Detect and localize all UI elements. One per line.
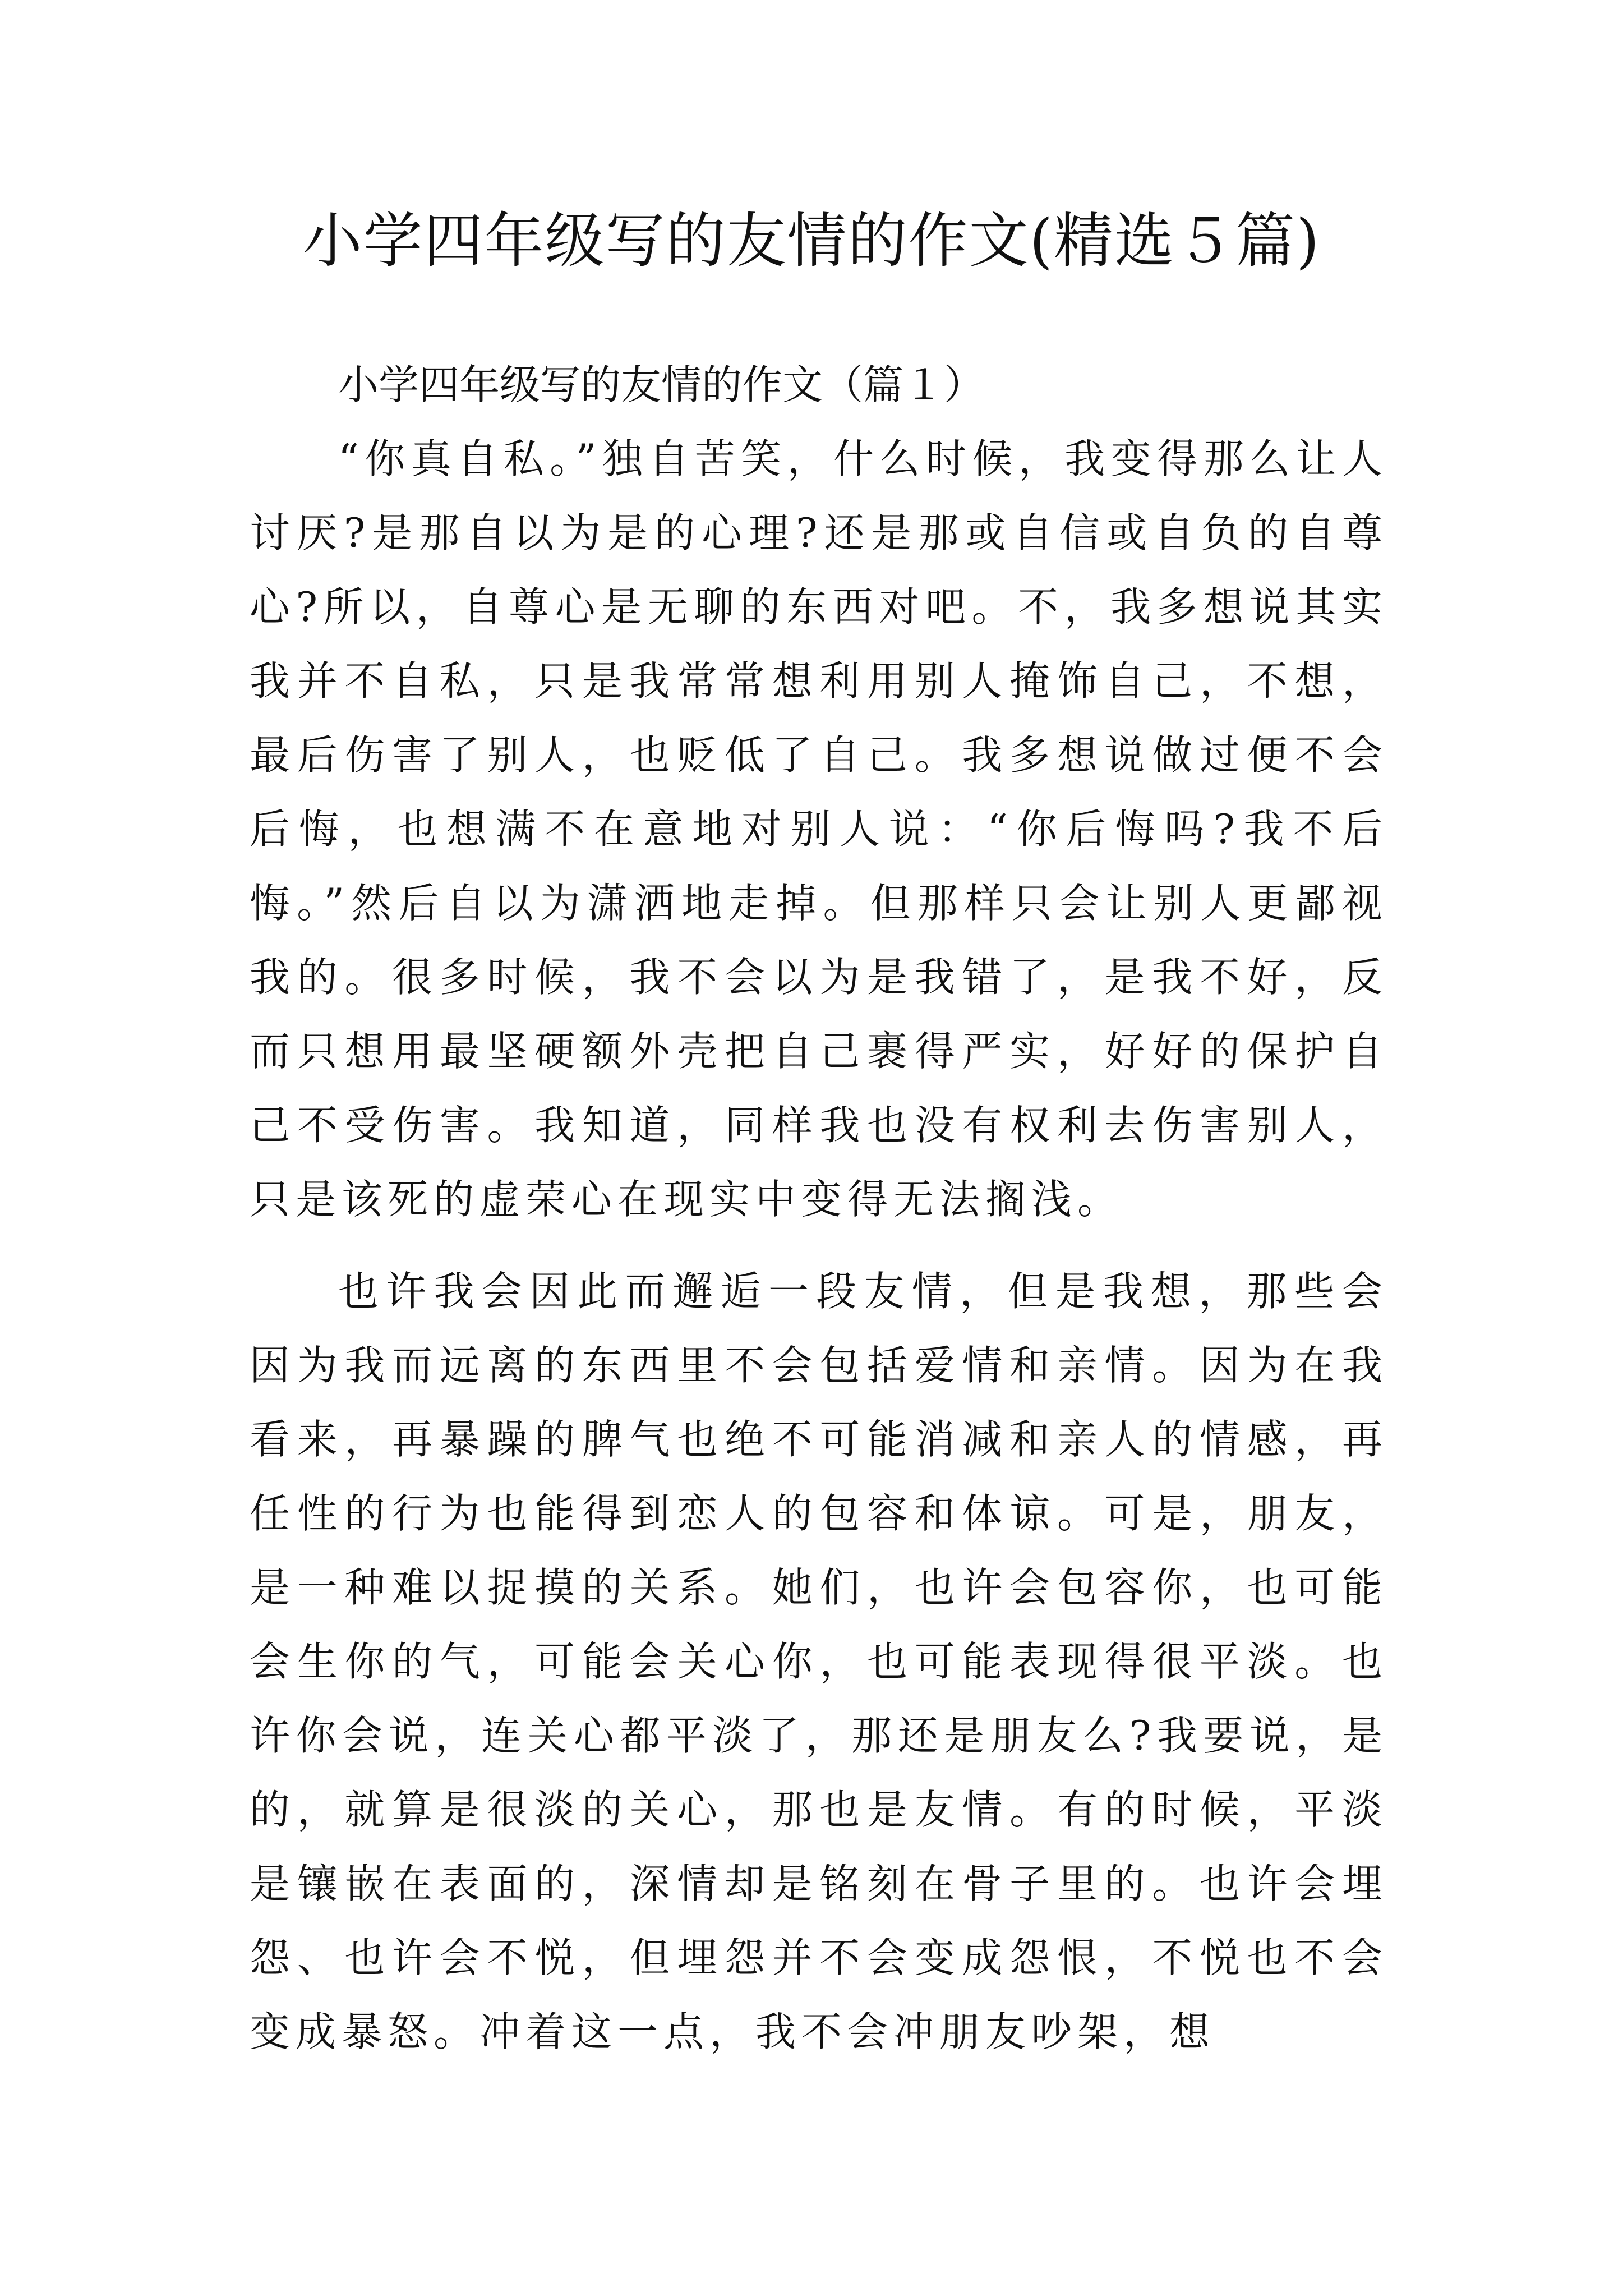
document-body	[250, 348, 1388, 2069]
paragraph: 也许我会因此而邂逅一段友情，但是我想，那些会因为我而远离的东西里不会包括爱情和亲情。因为在我看来，再暴躁的脾气也绝不可能消减和亲人的情感，再任性的行为也能得到恋人的包容和体谅。可是，朋友，是一种难以捉摸的关系。她们，也许会包容你，也可能会生你的气，可能会关心你，也可能表现得很平淡。也许你会说，连关心都平淡了，那还是朋友么?我要说，是的，就算是很淡的关心，那也是友情。有的时候，平淡是镶嵌在表面的，深情却是铭刻在骨子里的。也许会埋怨、也许会不悦，但埋怨并不会变成怨恨，不悦也不会变成暴怒。冲着这一点，我不会冲朋友吵架，想	[250, 1268, 1388, 2055]
section-heading: 小学四年级写的友情的作文（篇１）	[338, 361, 985, 408]
paragraph: “你真自私。”独自苦笑，什么时候，我变得那么让人讨厌?是那自以为是的心理?还是那或自信或自负的自尊心?所以，自尊心是无聊的东西对吧。不，我多想说其实我并不自私，只是我常常想利用别人掩饰自己，不想，最后伤害了别人，也贬低了自己。我多想说做过便不会后悔，也想满不在意地对别人说：“你后悔吗?我不后悔。”然后自以为潇洒地走掉。但那样只会让别人更鄙视我的。很多时候，我不会以为是我错了，是我不好，反而只想用最坚硬额外壳把自己裹得严实，好好的保护自己不受伤害。我知道，同样我也没有权利去伤害别人，只是该死的虚荣心在现实中变得无法搁浅。	[250, 435, 1388, 1223]
document-title: 小学四年级写的友情的作文(精选５篇)	[302, 206, 1321, 275]
